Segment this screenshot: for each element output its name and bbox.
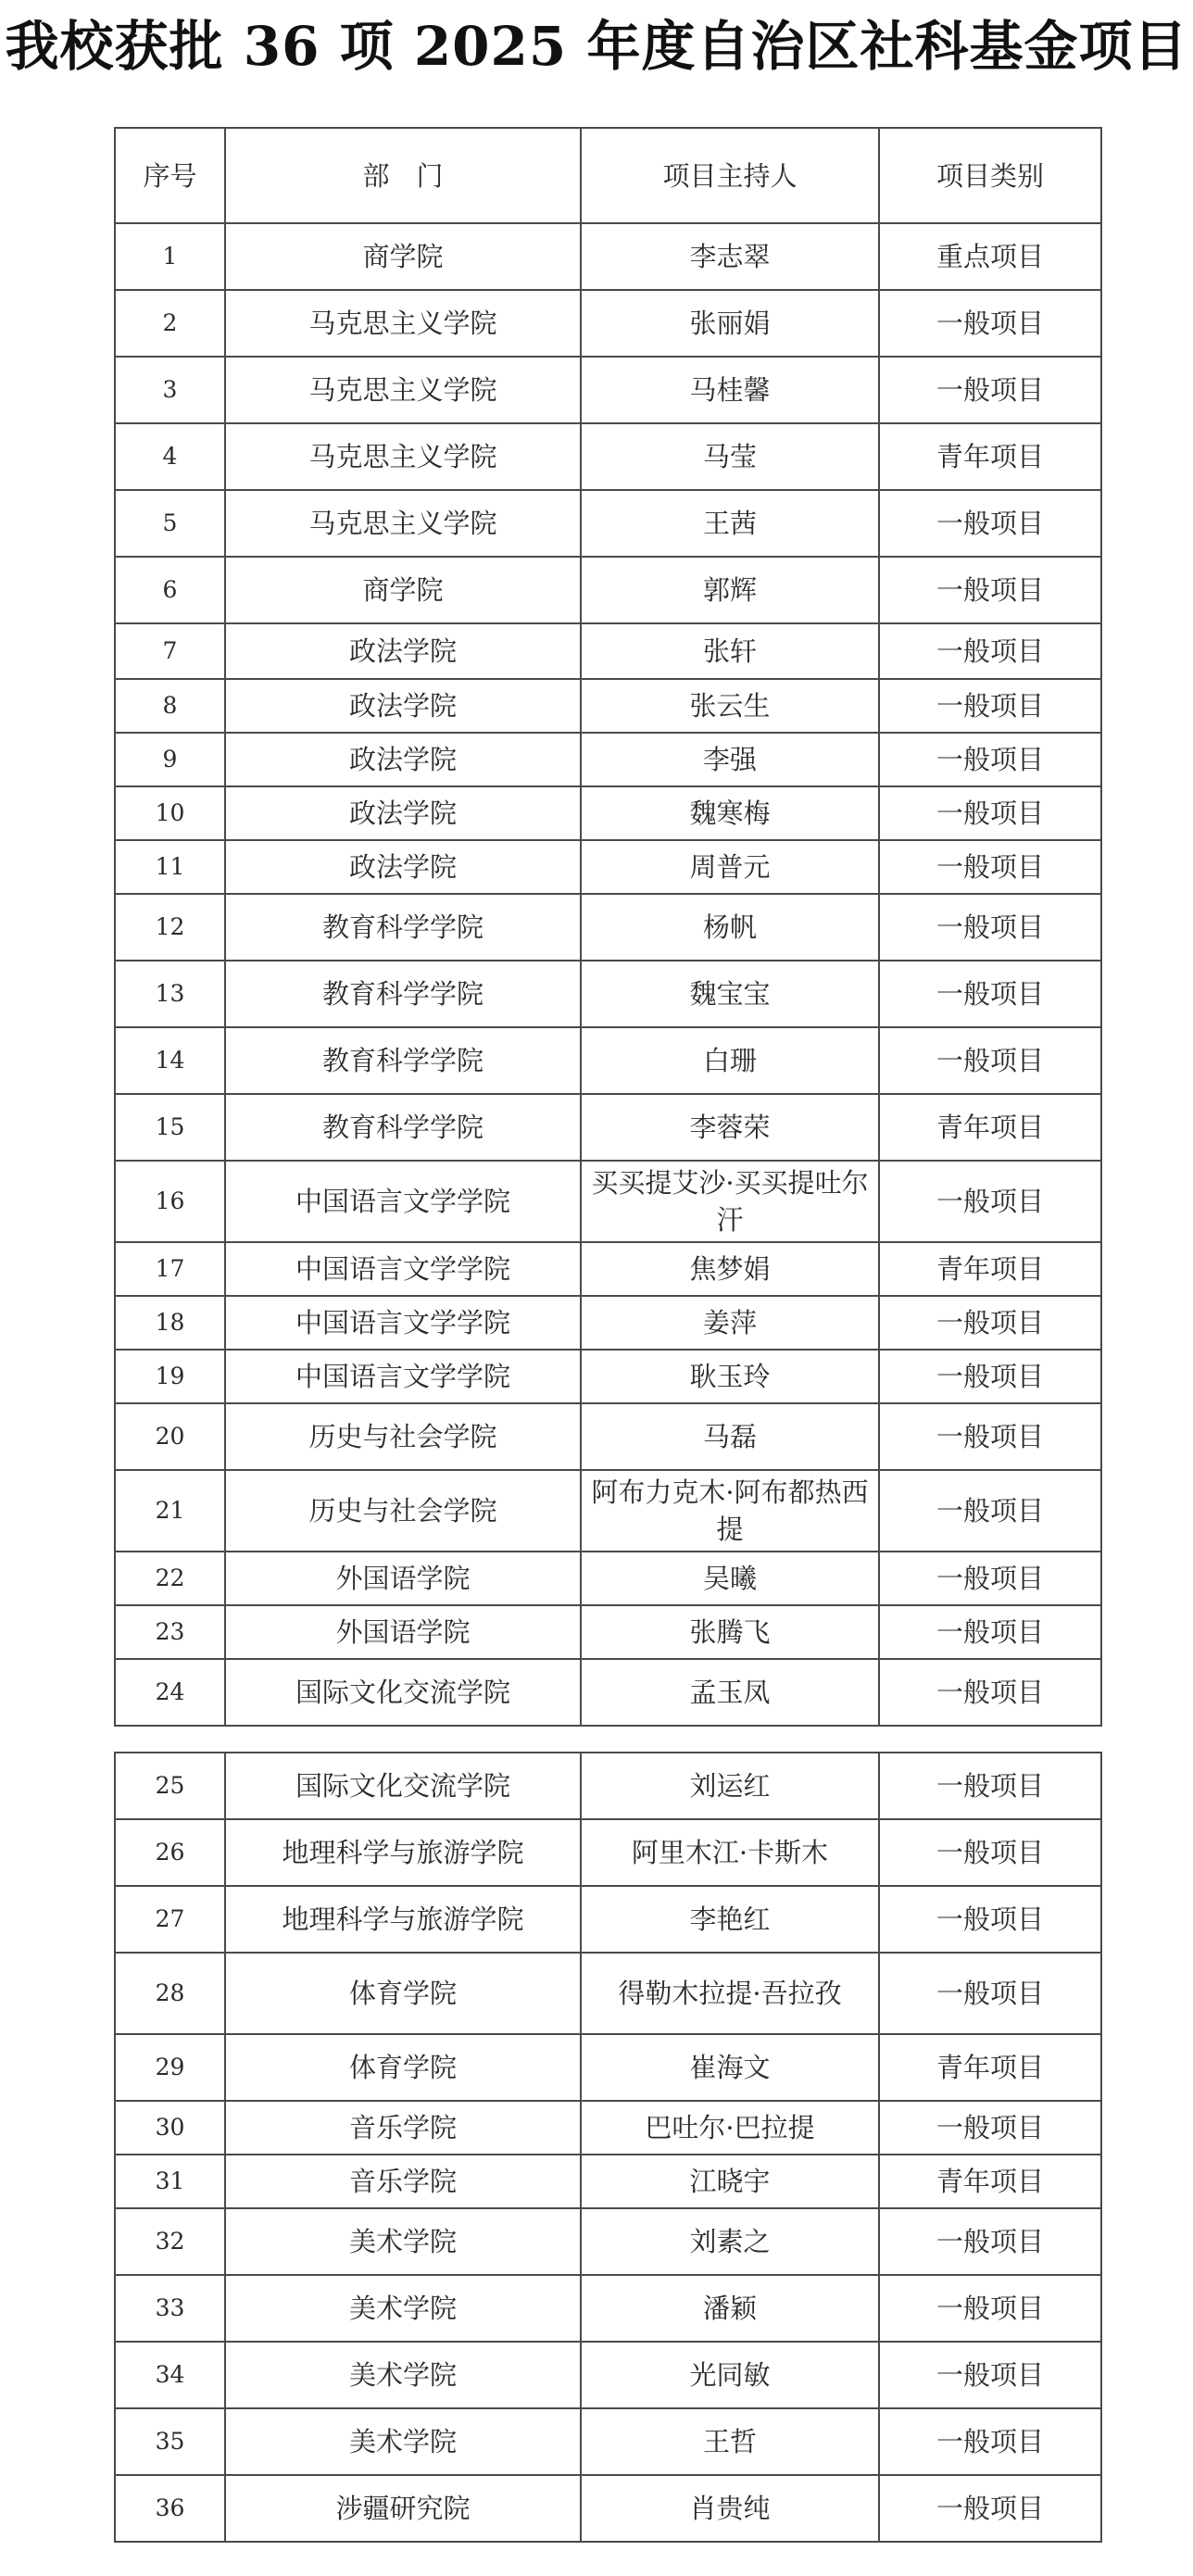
table-row xyxy=(115,1953,1101,2034)
cell-category: 重点项目 xyxy=(879,223,1101,290)
cell-department: 体育学院 xyxy=(225,1953,581,2034)
cell-department: 涉疆研究院 xyxy=(225,2475,581,2542)
cell-department: 地理科学与旅游学院 xyxy=(225,1886,581,1953)
cell-department: 外国语学院 xyxy=(225,1552,581,1605)
cell-category: 一般项目 xyxy=(879,840,1101,894)
cell-no: 18 xyxy=(115,1296,225,1350)
table-row xyxy=(115,2208,1101,2275)
table-row xyxy=(115,1296,1101,1350)
table-row xyxy=(115,1886,1101,1953)
cell-category: 青年项目 xyxy=(879,1242,1101,1296)
cell-no: 33 xyxy=(115,2275,225,2342)
cell-no: 29 xyxy=(115,2034,225,2101)
cell-department: 历史与社会学院 xyxy=(225,1470,581,1552)
cell-category: 一般项目 xyxy=(879,2101,1101,2155)
table-row xyxy=(115,2155,1101,2208)
cell-no: 1 xyxy=(115,223,225,290)
cell-category: 一般项目 xyxy=(879,623,1101,679)
cell-category: 一般项目 xyxy=(879,1753,1101,1819)
cell-host: 江晓宇 xyxy=(581,2155,879,2208)
cell-no: 26 xyxy=(115,1819,225,1886)
cell-department: 政法学院 xyxy=(225,786,581,840)
cell-no: 31 xyxy=(115,2155,225,2208)
cell-no: 9 xyxy=(115,733,225,786)
cell-department: 商学院 xyxy=(225,223,581,290)
table-row xyxy=(115,623,1101,679)
cell-department: 商学院 xyxy=(225,557,581,623)
cell-no: 36 xyxy=(115,2475,225,2542)
cell-category: 一般项目 xyxy=(879,2275,1101,2342)
cell-department: 美术学院 xyxy=(225,2408,581,2475)
table-row xyxy=(115,423,1101,490)
cell-no: 6 xyxy=(115,557,225,623)
cell-no: 11 xyxy=(115,840,225,894)
cell-host: 焦梦娟 xyxy=(581,1242,879,1296)
cell-no: 3 xyxy=(115,357,225,423)
table-row xyxy=(115,2342,1101,2408)
cell-department: 教育科学学院 xyxy=(225,1094,581,1161)
cell-no: 30 xyxy=(115,2101,225,2155)
cell-host: 姜萍 xyxy=(581,1296,879,1350)
cell-host: 巴吐尔·巴拉提 xyxy=(581,2101,879,2155)
table-row xyxy=(115,1027,1101,1094)
cell-category: 一般项目 xyxy=(879,1819,1101,1886)
cell-no: 16 xyxy=(115,1161,225,1242)
cell-host: 周普元 xyxy=(581,840,879,894)
table-header-row xyxy=(115,128,1101,223)
cell-no: 20 xyxy=(115,1403,225,1470)
cell-category: 一般项目 xyxy=(879,1605,1101,1659)
cell-category: 一般项目 xyxy=(879,357,1101,423)
cell-category: 一般项目 xyxy=(879,2408,1101,2475)
table-row xyxy=(115,1242,1101,1296)
cell-host: 王茜 xyxy=(581,490,879,557)
table-row xyxy=(115,1819,1101,1886)
table-row xyxy=(115,2475,1101,2542)
cell-category: 一般项目 xyxy=(879,1403,1101,1470)
table-row xyxy=(115,357,1101,423)
cell-host: 张丽娟 xyxy=(581,290,879,357)
cell-category: 一般项目 xyxy=(879,786,1101,840)
table-row xyxy=(115,2408,1101,2475)
table-row xyxy=(115,1552,1101,1605)
table-row xyxy=(115,840,1101,894)
cell-category: 青年项目 xyxy=(879,2034,1101,2101)
table-row xyxy=(115,1753,1101,1819)
cell-no: 8 xyxy=(115,679,225,733)
cell-category: 一般项目 xyxy=(879,1470,1101,1552)
cell-host: 刘运红 xyxy=(581,1753,879,1819)
cell-category: 青年项目 xyxy=(879,2155,1101,2208)
cell-host: 李强 xyxy=(581,733,879,786)
cell-department: 马克思主义学院 xyxy=(225,357,581,423)
table-row xyxy=(115,290,1101,357)
cell-category: 青年项目 xyxy=(879,423,1101,490)
table-row xyxy=(115,894,1101,961)
cell-department: 音乐学院 xyxy=(225,2101,581,2155)
table-row xyxy=(115,2034,1101,2101)
cell-host: 王哲 xyxy=(581,2408,879,2475)
cell-no: 10 xyxy=(115,786,225,840)
cell-no: 35 xyxy=(115,2408,225,2475)
cell-department: 政法学院 xyxy=(225,733,581,786)
cell-category: 一般项目 xyxy=(879,1552,1101,1605)
cell-host: 吴曦 xyxy=(581,1552,879,1605)
cell-no: 23 xyxy=(115,1605,225,1659)
projects-table-part-2 xyxy=(114,1752,1102,2543)
cell-no: 5 xyxy=(115,490,225,557)
cell-host: 李蓉荣 xyxy=(581,1094,879,1161)
cell-category: 一般项目 xyxy=(879,557,1101,623)
table-row xyxy=(115,1161,1101,1242)
cell-category: 一般项目 xyxy=(879,1886,1101,1953)
cell-host: 魏宝宝 xyxy=(581,961,879,1027)
table-row xyxy=(115,1350,1101,1403)
table-row xyxy=(115,679,1101,733)
cell-category: 一般项目 xyxy=(879,2342,1101,2408)
cell-no: 24 xyxy=(115,1659,225,1726)
cell-category: 一般项目 xyxy=(879,894,1101,961)
cell-department: 政法学院 xyxy=(225,840,581,894)
cell-category: 一般项目 xyxy=(879,290,1101,357)
cell-host: 得勒木拉提·吾拉孜 xyxy=(581,1953,879,2034)
cell-department: 中国语言文学学院 xyxy=(225,1161,581,1242)
cell-category: 一般项目 xyxy=(879,1659,1101,1726)
cell-host: 张云生 xyxy=(581,679,879,733)
cell-host: 李志翠 xyxy=(581,223,879,290)
cell-department: 马克思主义学院 xyxy=(225,423,581,490)
cell-department: 中国语言文学学院 xyxy=(225,1242,581,1296)
cell-no: 34 xyxy=(115,2342,225,2408)
cell-no: 32 xyxy=(115,2208,225,2275)
cell-host: 潘颖 xyxy=(581,2275,879,2342)
table-row xyxy=(115,2275,1101,2342)
cell-host: 李艳红 xyxy=(581,1886,879,1953)
cell-host: 张腾飞 xyxy=(581,1605,879,1659)
cell-category: 一般项目 xyxy=(879,1027,1101,1094)
table-row xyxy=(115,490,1101,557)
cell-no: 13 xyxy=(115,961,225,1027)
cell-department: 体育学院 xyxy=(225,2034,581,2101)
cell-department: 教育科学学院 xyxy=(225,961,581,1027)
cell-host: 光同敏 xyxy=(581,2342,879,2408)
cell-category: 一般项目 xyxy=(879,961,1101,1027)
cell-host: 魏寒梅 xyxy=(581,786,879,840)
cell-no: 25 xyxy=(115,1753,225,1819)
cell-no: 28 xyxy=(115,1953,225,2034)
cell-host: 马桂馨 xyxy=(581,357,879,423)
cell-host: 阿里木江·卡斯木 xyxy=(581,1819,879,1886)
cell-host: 阿布力克木·阿布都热西提 xyxy=(581,1470,879,1552)
cell-department: 美术学院 xyxy=(225,2275,581,2342)
table-row xyxy=(115,786,1101,840)
cell-category: 一般项目 xyxy=(879,2475,1101,2542)
cell-no: 4 xyxy=(115,423,225,490)
cell-host: 张轩 xyxy=(581,623,879,679)
cell-category: 一般项目 xyxy=(879,1161,1101,1242)
cell-department: 马克思主义学院 xyxy=(225,490,581,557)
cell-department: 马克思主义学院 xyxy=(225,290,581,357)
cell-department: 教育科学学院 xyxy=(225,1027,581,1094)
cell-department: 中国语言文学学院 xyxy=(225,1350,581,1403)
cell-host: 买买提艾沙·买买提吐尔汗 xyxy=(581,1161,879,1242)
cell-department: 历史与社会学院 xyxy=(225,1403,581,1470)
cell-category: 一般项目 xyxy=(879,1953,1101,2034)
cell-host: 孟玉凤 xyxy=(581,1659,879,1726)
cell-department: 教育科学学院 xyxy=(225,894,581,961)
table-row xyxy=(115,961,1101,1027)
cell-no: 22 xyxy=(115,1552,225,1605)
cell-no: 14 xyxy=(115,1027,225,1094)
header-no: 序号 xyxy=(115,128,225,223)
table-row xyxy=(115,1470,1101,1552)
cell-category: 一般项目 xyxy=(879,2208,1101,2275)
cell-department: 政法学院 xyxy=(225,623,581,679)
cell-host: 肖贵纯 xyxy=(581,2475,879,2542)
cell-department: 国际文化交流学院 xyxy=(225,1659,581,1726)
cell-host: 白珊 xyxy=(581,1027,879,1094)
header-category: 项目类别 xyxy=(879,128,1101,223)
cell-host: 马莹 xyxy=(581,423,879,490)
cell-no: 7 xyxy=(115,623,225,679)
cell-category: 一般项目 xyxy=(879,1296,1101,1350)
cell-department: 美术学院 xyxy=(225,2342,581,2408)
projects-table-part-1 xyxy=(114,127,1102,1727)
cell-department: 外国语学院 xyxy=(225,1605,581,1659)
header-host: 项目主持人 xyxy=(581,128,879,223)
header-department: 部 门 xyxy=(225,128,581,223)
cell-category: 一般项目 xyxy=(879,1350,1101,1403)
cell-host: 马磊 xyxy=(581,1403,879,1470)
cell-no: 21 xyxy=(115,1470,225,1552)
cell-department: 音乐学院 xyxy=(225,2155,581,2208)
table-row xyxy=(115,1605,1101,1659)
table-row xyxy=(115,1659,1101,1726)
table-row xyxy=(115,1403,1101,1470)
cell-department: 中国语言文学学院 xyxy=(225,1296,581,1350)
cell-host: 杨帆 xyxy=(581,894,879,961)
table-row xyxy=(115,223,1101,290)
table-row xyxy=(115,733,1101,786)
cell-host: 刘素之 xyxy=(581,2208,879,2275)
table-row xyxy=(115,1094,1101,1161)
cell-department: 国际文化交流学院 xyxy=(225,1753,581,1819)
cell-category: 一般项目 xyxy=(879,733,1101,786)
cell-no: 17 xyxy=(115,1242,225,1296)
cell-department: 地理科学与旅游学院 xyxy=(225,1819,581,1886)
cell-category: 一般项目 xyxy=(879,679,1101,733)
table-row xyxy=(115,2101,1101,2155)
cell-department: 政法学院 xyxy=(225,679,581,733)
cell-department: 美术学院 xyxy=(225,2208,581,2275)
cell-host: 崔海文 xyxy=(581,2034,879,2101)
table-row xyxy=(115,557,1101,623)
cell-host: 耿玉玲 xyxy=(581,1350,879,1403)
cell-host: 郭辉 xyxy=(581,557,879,623)
cell-no: 15 xyxy=(115,1094,225,1161)
cell-category: 青年项目 xyxy=(879,1094,1101,1161)
cell-no: 19 xyxy=(115,1350,225,1403)
cell-no: 2 xyxy=(115,290,225,357)
cell-no: 27 xyxy=(115,1886,225,1953)
cell-no: 12 xyxy=(115,894,225,961)
page-title: 我校获批 36 项 2025 年度自治区社科基金项目 xyxy=(5,15,1188,78)
cell-category: 一般项目 xyxy=(879,490,1101,557)
